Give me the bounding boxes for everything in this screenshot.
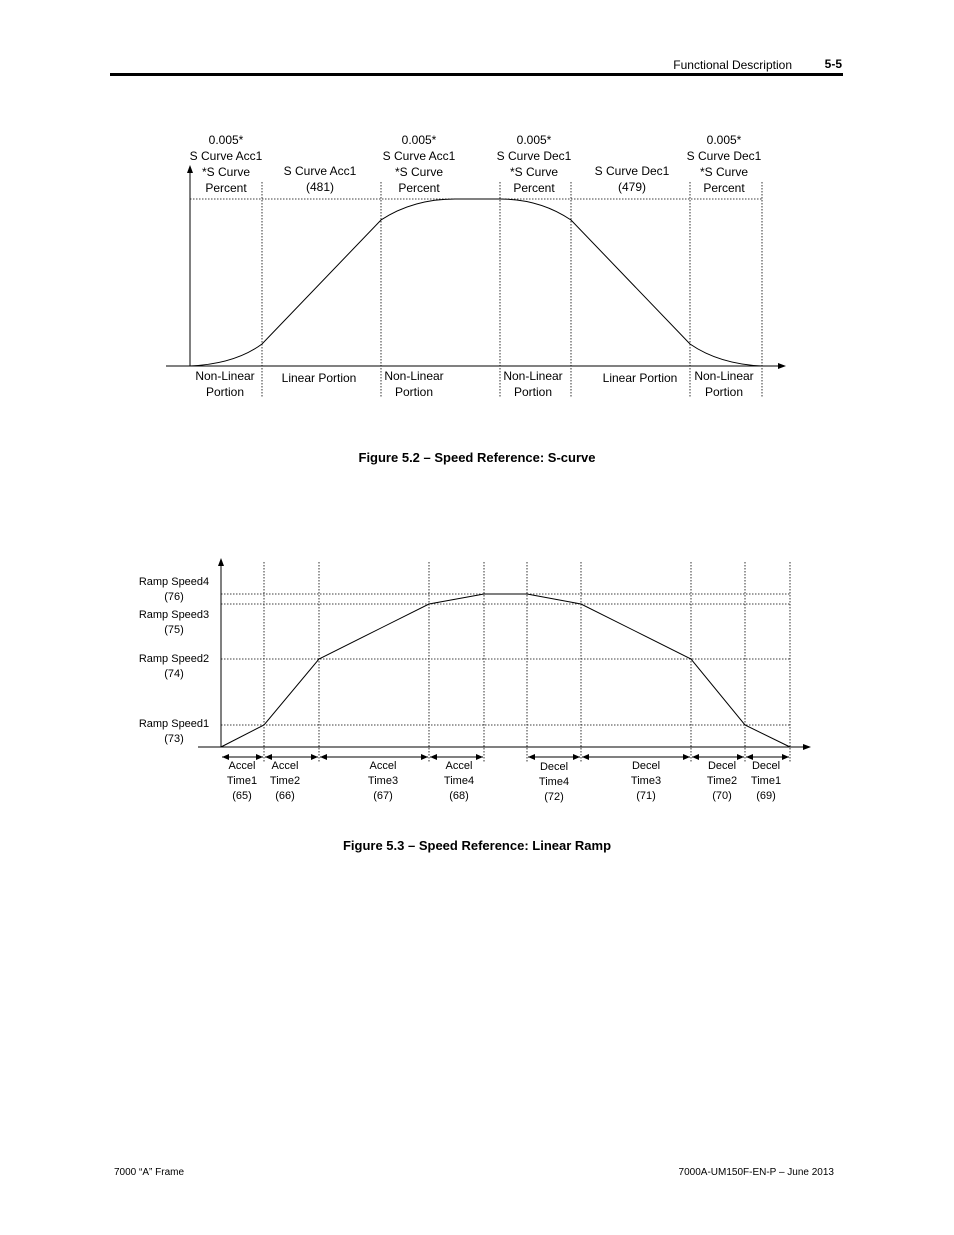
time-label-5: Decel Time4 (72): [538, 761, 570, 803]
arrow-head: [582, 754, 589, 760]
arrow-head: [573, 754, 580, 760]
speed-levels: [221, 594, 790, 725]
figure-5-3-caption: Figure 5.3 – Speed Reference: Linear Ramp: [342, 838, 612, 853]
top-label-3: 0.005* S Curve Acc1 *S Curve Percent: [382, 133, 456, 195]
time-label-2: Accel Time2 (66): [269, 760, 301, 802]
top-label-1: 0.005* S Curve Acc1 *S Curve Percent: [189, 133, 263, 195]
footer-frame: 7000 “A” Frame: [114, 1167, 185, 1178]
arrow-head: [476, 754, 483, 760]
time-label-6: Decel Time3 (71): [630, 760, 662, 802]
figure-5-2-caption: Figure 5.2 – Speed Reference: S-curve: [358, 450, 596, 465]
y-axis-arrow: [218, 558, 224, 566]
ramp-speed-label-4: Ramp Speed1 (73): [138, 718, 210, 745]
arrow-head: [430, 754, 437, 760]
time-label-7: Decel Time2 (70): [706, 760, 738, 802]
time-label-3: Accel Time3 (67): [367, 760, 399, 802]
arrow-head: [311, 754, 318, 760]
bottom-label-6: Non-Linear Portion: [694, 369, 754, 399]
arrow-head: [692, 754, 699, 760]
arrow-head: [737, 754, 744, 760]
ramp-speed-label-3: Ramp Speed2 (74): [138, 653, 210, 680]
bottom-label-3: Non-Linear Portion: [384, 369, 444, 399]
arrow-head: [782, 754, 789, 760]
bottom-label-4: Non-Linear Portion: [503, 369, 563, 399]
time-label-1: Accel Time1 (65): [226, 760, 258, 802]
bottom-label-1: Non-Linear Portion: [195, 369, 255, 399]
top-label-6: 0.005* S Curve Dec1 *S Curve Percent: [686, 133, 762, 195]
top-label-5: S Curve Dec1 (479): [594, 164, 670, 194]
arrow-head: [421, 754, 428, 760]
page-number: 5-5: [824, 57, 842, 71]
top-label-4: 0.005* S Curve Dec1 *S Curve Percent: [496, 133, 572, 195]
top-label-2: S Curve Acc1 (481): [283, 164, 357, 194]
arrow-head: [683, 754, 690, 760]
ramp-speed-label-1: Ramp Speed4 (76): [138, 576, 210, 603]
time-label-4: Accel Time4 (68): [443, 760, 475, 802]
arrow-head: [320, 754, 327, 760]
footer-doc-id: 7000A-UM150F-EN-P – June 2013: [678, 1167, 834, 1178]
time-dividers: [264, 562, 790, 762]
arrow-head: [256, 754, 263, 760]
bottom-label-2: Linear Portion: [281, 371, 357, 385]
x-axis-arrow: [803, 744, 811, 750]
interval-arrows: [222, 754, 789, 760]
ramp-line: [221, 594, 790, 747]
header-title: Functional Description: [673, 58, 792, 72]
ramp-speed-label-2: Ramp Speed3 (75): [138, 609, 210, 636]
arrow-head: [528, 754, 535, 760]
time-label-8: Decel Time1 (69): [750, 760, 782, 802]
bottom-label-5: Linear Portion: [602, 371, 678, 385]
